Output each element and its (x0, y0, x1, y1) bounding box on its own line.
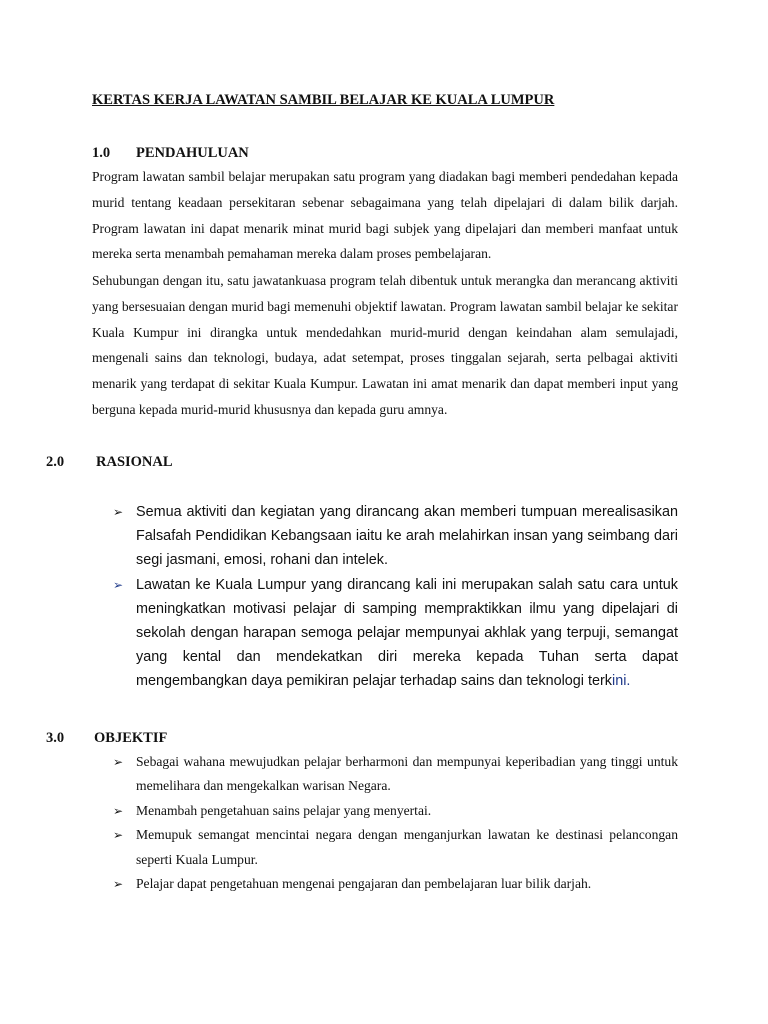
list-item (113, 872, 678, 896)
section-1-number: 1.0 (92, 145, 111, 161)
objektif-item-4-text: Pelajar dapat pengetahuan mengenai pengajaran dan pembelajaran luar bilik darjah. (136, 876, 592, 892)
bullet-arrow-icon: ➢ (113, 828, 124, 843)
section-3-title: OBJEKTIF (94, 730, 168, 746)
list-item (113, 573, 678, 694)
bullet-arrow-icon: ➢ (113, 755, 124, 769)
bullet-arrow-icon: ➢ (113, 803, 124, 818)
bullet-arrow-icon: ➢ (113, 877, 124, 892)
list-item (113, 750, 678, 799)
bullet-arrow-icon: ➢ (113, 577, 124, 592)
bullet-arrow-icon: ➢ (113, 505, 124, 519)
section-2-title: RASIONAL (96, 454, 173, 470)
section-1-paragraph-2: Sehubungan dengan itu, satu jawatankuasa program telah dibentuk untuk merangka dan merancang aktiviti yang bersesuaian dengan murid bagi memenuhi objektif lawatan. Program lawatan sambil belajar ke sekitar Kuala Kumpur ini dirangka untuk mendedahkan murid-murid dengan keindahan alam semulajadi, mengenali sains dan teknologi, budaya, adat setempat, proses tinggalan sejarah, serta pelbagai aktiviti menarik yang terdapat di sekitar Kuala Kumpur. Lawatan ini amat menarik dan dapat memberi input yang berguna kepada murid-murid khususnya dan kepada guru amnya. (92, 273, 678, 417)
objektif-item-1-text: Sebagai wahana mewujudkan pelajar berharmoni dan mempunyai keperibadian yang tinggi untuk memelihara dan mengekalkan warisan Negara. (136, 754, 678, 794)
rasional-list (113, 500, 678, 694)
list-item (113, 823, 678, 872)
list-item (113, 799, 678, 823)
objektif-list (113, 750, 678, 896)
document-title: KERTAS KERJA LAWATAN SAMBIL BELAJAR KE KUALA LUMPUR (92, 92, 555, 108)
rasional-item-2-text: Lawatan ke Kuala Lumpur yang dirancang kali ini merupakan salah satu cara untuk meningkatkan motivasi pelajar di samping mempraktikkan ilmu yang dipelajari di sekolah dengan harapan semoga pelajar mempunyai akhlak yang terpuji, semangat yang kental dan mendekatkan diri mereka kepada Tuhan serta dapat mengembangkan daya pemikiran pelajar terhadap sains dan teknologi terk (136, 576, 678, 690)
section-3-number: 3.0 (46, 730, 65, 746)
section-2-number: 2.0 (46, 454, 65, 470)
objektif-item-3-text: Memupuk semangat mencintai negara dengan menganjurkan lawatan ke destinasi pelancongan seperti Kuala Lumpur. (136, 827, 678, 867)
section-1-title: PENDAHULUAN (136, 145, 249, 161)
objektif-item-2-text: Menambah pengetahuan sains pelajar yang menyertai. (136, 802, 432, 818)
rasional-item-1-text: Semua aktiviti dan kegiatan yang dirancang akan memberi tumpuan merealisasikan Falsafah Pendidikan Kebangsaan iaitu ke arah melahirkan insan yang seimbang dari segi jasmani, emosi, rohani dan intelek. (136, 504, 678, 569)
section-1-paragraph-1: Program lawatan sambil belajar merupakan satu program yang diadakan bagi memberi pendedahan kepada murid tentang keadaan persekitaran sebenar sebagaimana yang telah dipelajari di dalam bilik darjah. Program lawatan ini dapat menarik minat murid bagi subjek yang dipelajari dan memberi manfaat untuk mereka serta menambah pemahaman mereka dalam proses pembelajaran. (92, 169, 678, 262)
rasional-item-2-tail: ini. (612, 673, 631, 690)
list-item (113, 500, 678, 573)
